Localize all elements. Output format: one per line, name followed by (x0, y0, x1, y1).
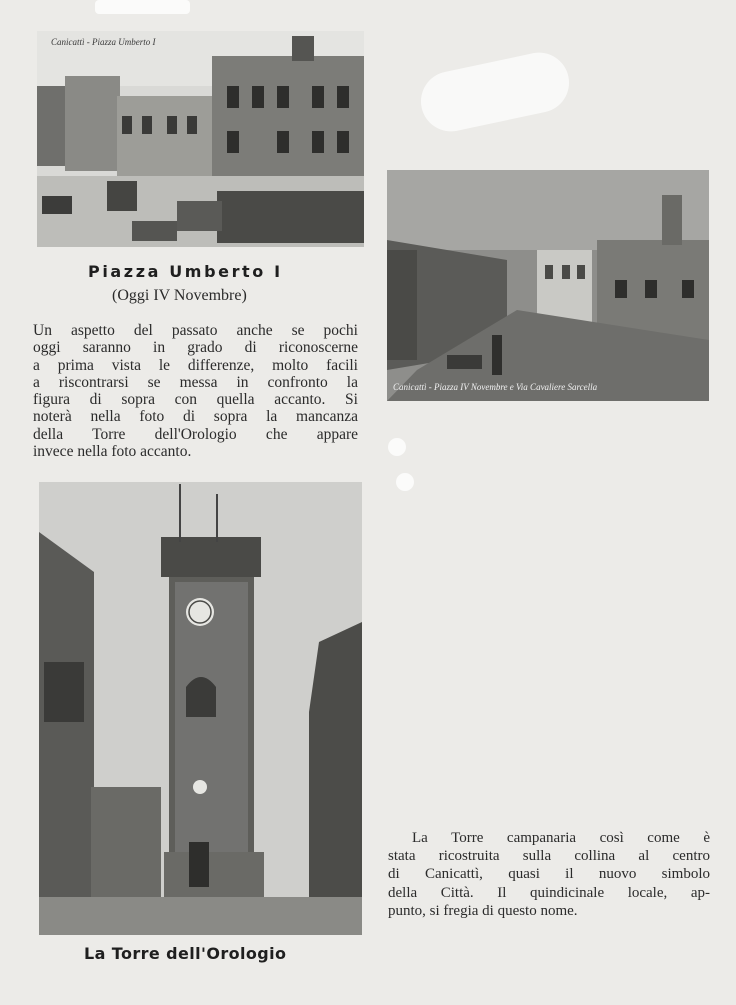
torre-line: La Torre campanaria così come è (412, 830, 710, 846)
piazza-description (33, 322, 358, 460)
photo-piazza-umberto-old (37, 31, 364, 247)
photo-inscription-new: Canicattì - Piazza IV Novembre e Via Cavaliere Sarcella (393, 382, 598, 392)
torre-line: di Canicattì, quasi il nuovo simbolo (388, 866, 710, 883)
piazza-line: figura di sopra con quella accanto. Si (33, 391, 358, 409)
paper-mark (388, 438, 406, 456)
piazza-line: a prima vista le differenze, molto facili (33, 356, 358, 374)
photo-torre-orologio (39, 482, 362, 935)
piazza-subtitle: (Oggi IV Novembre) (112, 287, 247, 304)
piazza-line: noterà nella foto di sopra la mancanza (33, 408, 358, 426)
paper-mark (95, 0, 190, 14)
torre-description (388, 829, 710, 920)
piazza-line: Un aspetto del passato anche se pochi (33, 322, 358, 339)
piazza-line: invece nella foto accanto. (33, 443, 192, 461)
piazza-line: oggi saranno in grado di riconoscerne (33, 339, 358, 357)
paper-mark (396, 473, 414, 491)
torre-line: punto, si fregia di questo nome. (388, 902, 578, 919)
photo-piazza-iv-novembre (387, 170, 709, 401)
paper-mark (415, 47, 574, 137)
piazza-line: della Torre dell'Orologio che appare (33, 425, 358, 443)
torre-title: La Torre dell'Orologio (84, 944, 287, 963)
torre-line: della Città. Il quindicinale locale, ap- (388, 884, 710, 901)
photo-inscription-old: Canicattì - Piazza Umberto I (51, 37, 156, 47)
piazza-line: a riscontrarsi se messa in confronto la (33, 373, 358, 391)
torre-line: stata ricostruita sulla collina al centro (388, 848, 710, 865)
piazza-title: Piazza Umberto I (88, 262, 283, 281)
